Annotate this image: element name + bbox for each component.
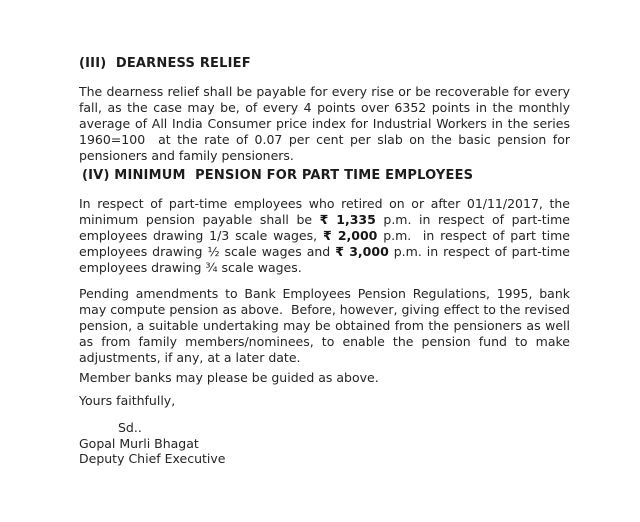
guidance-line: Member banks may please be guided as above.: [79, 370, 379, 385]
dearness-relief-paragraph: The dearness relief shall be payable for every rise or be recoverable for every fall, as the case may be, of every 4 points over 6352 points in the monthly average of All India Consumer price index for Industrial Workers in the series 1960=100 at the rate of 0.07 per cent per slab on the basic pension for pensioners and family pensioners.: [79, 84, 570, 163]
pension-text-segment-3: p.m. in respect of part time employees drawing ½ scale wages and: [79, 228, 570, 259]
document-page: [79, 56, 570, 467]
pension-amount-three-quarter: ₹ 3,000: [335, 244, 389, 259]
pension-text-segment-1: In respect of part-time employees who retired on or after 01/11/2017, the minimum pension payable shall be: [79, 196, 570, 227]
pension-text-segment-4: p.m. in respect of part-time employees drawing ¾ scale wages.: [79, 244, 570, 275]
section-heading-dearness-relief: (III) DEARNESS RELIEF: [79, 56, 251, 71]
signatory-name: Gopal Murli Bhagat: [79, 435, 199, 451]
pension-amount-half: ₹ 2,000: [322, 228, 378, 243]
signature-sd-line: Sd..: [118, 420, 142, 435]
minimum-pension-paragraph: [79, 196, 570, 276]
pending-amendments-paragraph: Pending amendments to Bank Employees Pension Regulations, 1995, bank may compute pension as above. Before, however, giving effect to the revised pension, a suitable undertaking may be obtained from the pensioners as well as from family members/nominees, to enable the pension fund to make adjustments, if any, at a later date.: [79, 286, 570, 365]
section-heading-minimum-pension: (IV) MINIMUM PENSION FOR PART TIME EMPLOYEES: [82, 168, 474, 183]
closing-salutation: Yours faithfully,: [79, 393, 176, 408]
pension-amount-one-third: ₹ 1,335: [319, 212, 376, 227]
pension-text-segment-2: p.m. in respect of part-time employees drawing 1/3 scale wages,: [79, 212, 570, 243]
signatory-title: Deputy Chief Executive: [79, 451, 226, 466]
signature-block: [79, 420, 570, 467]
